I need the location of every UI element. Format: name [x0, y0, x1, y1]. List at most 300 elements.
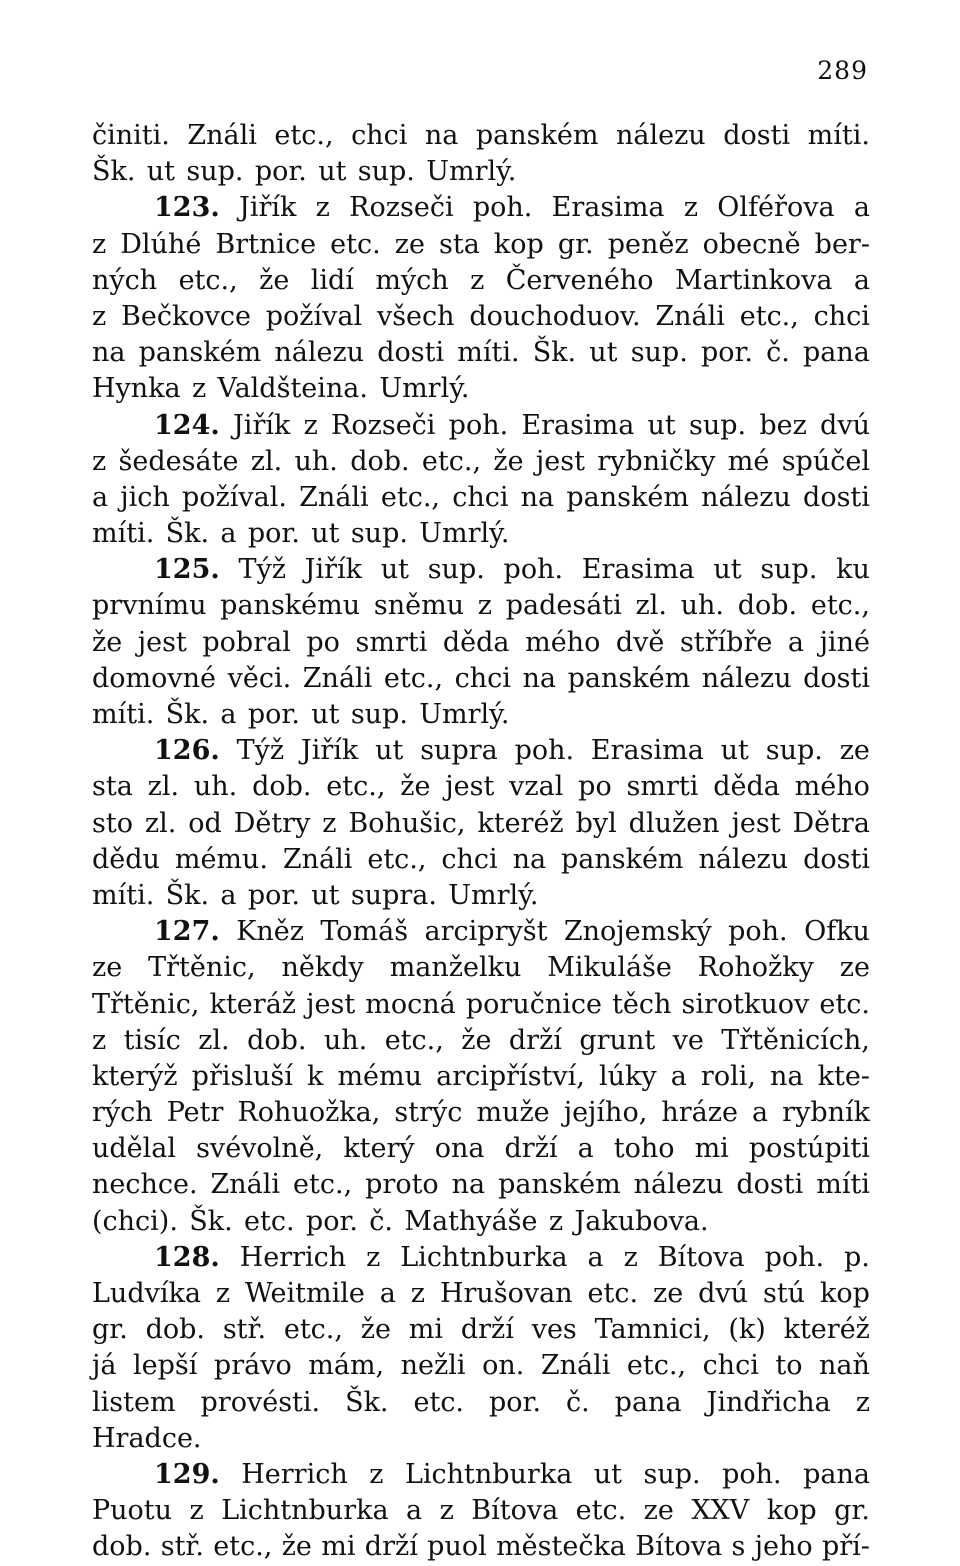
word: Umrlý.	[426, 156, 517, 188]
word: poh.	[728, 916, 788, 948]
word: on.	[482, 1350, 525, 1382]
word: ut	[311, 879, 340, 911]
word: Erasima	[551, 192, 665, 224]
text-line	[92, 227, 870, 263]
text-line	[92, 1023, 870, 1059]
word: pobral	[202, 626, 291, 658]
word: Bítova	[635, 1531, 723, 1563]
word: míti.	[807, 120, 870, 151]
word: panském	[566, 481, 689, 513]
word: Ználi	[655, 300, 725, 332]
entry-number: 123.	[154, 192, 220, 224]
word: Červeného	[505, 264, 654, 296]
word: Erasima	[590, 735, 704, 767]
word: etc.,	[421, 445, 482, 477]
word: Lichtnburka	[400, 1241, 568, 1273]
word: ze	[839, 952, 870, 984]
word: mého	[525, 626, 601, 658]
word: lepší	[133, 1350, 198, 1382]
word: Jakubova.	[574, 1205, 709, 1237]
word: prvnímu	[92, 590, 207, 622]
text-line	[92, 878, 870, 914]
word: dob.	[252, 771, 312, 803]
word: z	[191, 373, 207, 405]
word: č.	[566, 1386, 590, 1418]
word: mi	[694, 1133, 729, 1165]
entry-number: 129.	[154, 1458, 220, 1490]
word: ut	[146, 156, 176, 188]
word: to	[775, 1350, 803, 1382]
word: etc.,	[626, 1350, 687, 1382]
word: smrti	[355, 626, 428, 658]
word: etc.,	[293, 1169, 353, 1201]
word: domovné	[92, 662, 217, 694]
word: zl.	[250, 445, 283, 477]
word: ut	[311, 699, 340, 730]
word: nálezu	[633, 1169, 724, 1201]
word: ut	[647, 409, 676, 441]
word: Weitmile	[245, 1278, 365, 1309]
word: míti.	[457, 337, 520, 369]
word: Bítova	[657, 1241, 745, 1273]
word: supra	[420, 735, 498, 767]
word: na	[770, 1060, 804, 1092]
word: ze	[394, 228, 425, 260]
word: poručnice	[465, 988, 602, 1020]
text-line	[92, 335, 870, 371]
word: poh.	[503, 554, 564, 586]
word: s	[731, 1531, 746, 1563]
word: na	[520, 481, 555, 513]
word: z	[683, 192, 699, 224]
text-line	[92, 842, 870, 878]
word: kterýž	[92, 1060, 178, 1092]
word: dědu	[92, 843, 160, 875]
word: panskému	[220, 590, 361, 622]
word: Jindřicha	[706, 1386, 831, 1418]
word: z	[439, 1495, 454, 1527]
word: chci	[454, 662, 511, 694]
word: Znojemský	[563, 916, 712, 948]
word: a	[406, 1495, 423, 1527]
word: stú	[762, 1278, 806, 1309]
word: dlužen	[628, 807, 720, 839]
word: míti.	[92, 879, 155, 911]
word: nežli	[400, 1350, 466, 1382]
word: sup.	[357, 156, 415, 188]
word: na	[92, 337, 126, 369]
text-line	[92, 769, 870, 805]
word: chci	[351, 120, 408, 151]
word: sup.	[760, 554, 818, 586]
word: že	[360, 1314, 391, 1346]
word: Ofku	[804, 916, 870, 948]
word: sup.	[427, 554, 485, 586]
text-line	[92, 516, 870, 552]
word: Rozseči	[331, 409, 436, 441]
word: míti.	[92, 518, 155, 550]
word: etc.,	[274, 120, 334, 151]
text-line	[92, 371, 870, 407]
word: ut	[375, 735, 404, 767]
word: někdy	[281, 952, 364, 984]
entry-first-line	[92, 552, 870, 588]
word: mých	[375, 264, 449, 296]
text-line	[92, 806, 870, 842]
word: Lichtnburka	[404, 1458, 573, 1490]
word: etc.,	[383, 662, 444, 694]
word: požíval.	[182, 481, 287, 513]
word: jiné	[819, 626, 870, 658]
word: provésti.	[200, 1386, 321, 1418]
word: z	[322, 807, 337, 839]
word: Týž	[236, 735, 285, 767]
word: sta	[92, 771, 133, 803]
word: kteráž	[209, 988, 297, 1020]
word: pana	[803, 1458, 870, 1490]
text-line	[92, 987, 870, 1023]
word: ber-	[814, 228, 870, 260]
word: smrti	[626, 771, 699, 803]
text-line	[92, 1059, 870, 1095]
word: etc.	[330, 228, 381, 260]
word: dosti	[803, 662, 870, 694]
word: Jiřík	[304, 554, 363, 586]
word: stř.	[160, 1531, 204, 1563]
word: Tomáš	[320, 916, 409, 948]
word: etc.,	[367, 843, 427, 875]
word: proto	[365, 1169, 439, 1201]
word: Rozseči	[349, 192, 454, 224]
text-line	[92, 118, 870, 154]
word: Šk.	[165, 879, 210, 911]
word: Mathyáše	[404, 1205, 538, 1237]
word: kteréž	[477, 807, 564, 839]
word: por.	[305, 1205, 358, 1237]
word: Hynka	[92, 373, 181, 405]
word: rybničky	[597, 445, 716, 477]
word: mám,	[308, 1350, 385, 1382]
word: poh.	[514, 735, 575, 767]
word: Martinkova	[674, 264, 833, 296]
word: od	[188, 807, 222, 839]
word: kteréž	[783, 1314, 870, 1346]
word: Šk.	[345, 1386, 389, 1418]
word: Lichtnburka	[221, 1495, 389, 1527]
word: Valdšteina.	[217, 373, 368, 405]
word: gr.	[92, 1314, 128, 1346]
word: jich	[120, 481, 170, 513]
word: rybník	[782, 1097, 870, 1129]
word: na	[512, 843, 547, 875]
word: por.	[247, 879, 300, 911]
word: Dlúhé	[120, 228, 202, 260]
word: jest	[731, 807, 781, 839]
word: stř.	[222, 1314, 267, 1346]
word: č.	[369, 1205, 394, 1237]
word: Erasima	[581, 554, 695, 586]
word: mocná	[365, 988, 456, 1020]
entry-first-line	[92, 408, 870, 444]
word: poh.	[764, 1241, 825, 1273]
word: dosti	[736, 1169, 804, 1201]
entry-first-line	[92, 1457, 870, 1493]
word: a	[787, 626, 805, 658]
text-line	[92, 697, 870, 733]
word: manželku	[389, 952, 522, 984]
word: etc.,	[384, 1024, 444, 1056]
text-line	[92, 1493, 870, 1529]
word: dvú	[698, 1278, 749, 1309]
word: panském	[475, 120, 599, 151]
word: děda	[713, 771, 780, 803]
entry-number: 126.	[154, 735, 220, 767]
text-line	[92, 1276, 870, 1312]
text-line	[92, 1204, 870, 1240]
word: Ználi	[540, 1350, 611, 1382]
word: dosti	[803, 843, 870, 875]
word: dosti	[803, 481, 870, 513]
word: mému	[337, 1060, 423, 1092]
word: dob.	[92, 1531, 152, 1563]
word: dosti	[377, 337, 445, 369]
entry-number: 128.	[154, 1241, 220, 1273]
word: a	[853, 192, 870, 224]
word: mému.	[174, 843, 268, 875]
word: listem	[92, 1386, 176, 1418]
word: Ludvíka	[92, 1278, 201, 1309]
entry-number: 125.	[154, 554, 220, 586]
word: ze	[653, 1278, 684, 1309]
word: kop	[766, 1495, 817, 1527]
word: já	[92, 1350, 117, 1382]
text-line	[92, 950, 870, 986]
word: Dětry	[233, 807, 311, 839]
word: Bohušic,	[348, 807, 466, 839]
word: z	[477, 590, 492, 622]
word: požíval	[265, 300, 363, 332]
word: Kněz	[236, 916, 304, 948]
word: ze	[643, 1495, 674, 1527]
word: a	[379, 1278, 396, 1309]
word: z	[470, 264, 485, 296]
word: z	[623, 1241, 638, 1273]
word: ona	[434, 1133, 485, 1165]
word: sup.	[350, 699, 408, 730]
word: roli,	[700, 1060, 756, 1092]
word: peněz	[607, 228, 689, 260]
word: chci	[452, 481, 509, 513]
word: Ználi	[210, 1169, 281, 1201]
word: (chci).	[92, 1205, 178, 1237]
word: věci.	[227, 662, 292, 694]
word: jeho	[754, 1531, 813, 1563]
text-line	[92, 299, 870, 335]
word: ku	[836, 554, 870, 586]
word: por.	[247, 699, 300, 730]
word: dvě	[615, 626, 665, 658]
word: XXV	[691, 1495, 750, 1527]
word: že	[92, 626, 123, 658]
word: z	[92, 445, 107, 477]
word: Třtěnic,	[148, 952, 256, 984]
word: douchoduov.	[469, 300, 641, 332]
word: Umrlý.	[379, 373, 470, 405]
word: gr.	[557, 228, 594, 260]
entry-first-line	[92, 190, 870, 226]
word: etc.,	[326, 771, 386, 803]
word: Herrich	[241, 1458, 348, 1490]
word: lúky	[598, 1060, 657, 1092]
word: městečka	[496, 1531, 626, 1563]
word: panském	[560, 843, 684, 875]
word: toho	[613, 1133, 675, 1165]
text-line	[92, 480, 870, 516]
word: dob.	[247, 1024, 307, 1056]
word: pří-	[821, 1531, 870, 1563]
word: Týž	[238, 554, 286, 586]
word: byl	[575, 807, 617, 839]
word: Umrlý.	[419, 699, 510, 730]
word: Puotu	[92, 1495, 173, 1527]
word: p.	[844, 1241, 870, 1273]
word: ut	[593, 1458, 623, 1490]
entry-first-line	[92, 914, 870, 950]
word: kop	[819, 1278, 870, 1309]
word: sup.	[350, 518, 408, 550]
word: jejího,	[563, 1097, 648, 1129]
word: Petr	[166, 1097, 224, 1129]
word: dosti	[723, 120, 791, 151]
word: č.	[766, 337, 790, 369]
word: dob.	[145, 1314, 206, 1346]
word: těch	[612, 988, 672, 1020]
word: ut	[318, 156, 347, 188]
word: sto	[92, 807, 133, 839]
word: Rohuožka,	[237, 1097, 381, 1129]
word: Brtnice	[215, 228, 317, 260]
text-line	[92, 588, 870, 624]
word: nálezu	[615, 120, 706, 151]
word: Jiřík	[232, 409, 291, 441]
word: na	[424, 120, 459, 151]
word: etc.,	[380, 481, 441, 513]
word: strýc	[394, 1097, 463, 1129]
word: jest	[306, 988, 356, 1020]
text-line	[92, 1421, 870, 1457]
word: sirotkuov	[681, 988, 810, 1020]
word: Rohožky	[697, 952, 814, 984]
word: který	[343, 1133, 415, 1165]
word: že	[493, 445, 524, 477]
word: zl.	[144, 807, 177, 839]
word: a	[670, 1060, 687, 1092]
word: supra.	[350, 879, 437, 911]
entry-first-line	[92, 733, 870, 769]
word: grunt	[579, 1024, 656, 1056]
word: etc.	[587, 1278, 639, 1309]
word: Ználi	[282, 843, 353, 875]
word: hráze	[661, 1097, 738, 1129]
text-line	[92, 1167, 870, 1203]
word: rých	[92, 1097, 153, 1129]
word: Mikuláše	[547, 952, 672, 984]
word: ných	[92, 264, 158, 296]
word: z	[369, 1458, 384, 1490]
word: a	[220, 518, 237, 550]
text-line	[92, 263, 870, 299]
word: etc.	[244, 1205, 295, 1237]
word: z	[92, 300, 107, 332]
word: Ználi	[302, 662, 373, 694]
word: Šk.	[189, 1205, 233, 1237]
word: sta	[439, 228, 480, 260]
word: ut	[720, 735, 749, 767]
word: k	[306, 1060, 324, 1092]
word: zl.	[198, 1024, 230, 1056]
word: z	[92, 228, 107, 260]
text-line	[92, 1348, 870, 1384]
word: z	[366, 1241, 381, 1273]
word: Šk.	[165, 699, 210, 730]
word: drží	[504, 1133, 558, 1165]
word: z	[303, 409, 318, 441]
word: ut	[589, 337, 618, 369]
word: drží	[364, 1531, 418, 1563]
word: postúpiti	[748, 1133, 870, 1165]
word: jest	[535, 445, 585, 477]
word: po	[306, 626, 340, 658]
word: naň	[819, 1350, 870, 1382]
word: Herrich	[239, 1241, 347, 1273]
word: uh.	[680, 590, 725, 622]
word: kte-	[817, 1060, 870, 1092]
word: právo	[213, 1350, 292, 1382]
document-body	[92, 118, 870, 1566]
word: děda	[442, 626, 510, 658]
word: šedesáte	[118, 445, 239, 477]
word: Umrlý.	[419, 518, 510, 550]
word: gr.	[834, 1495, 870, 1527]
word: ut	[380, 554, 409, 586]
word: a	[92, 481, 109, 513]
word: sup.	[186, 156, 244, 188]
word: mé	[727, 445, 770, 477]
word: Třtěnicích,	[721, 1024, 870, 1056]
word: a	[220, 879, 237, 911]
word: nálezu	[274, 337, 365, 369]
word: ze	[839, 735, 870, 767]
word: mého	[794, 771, 870, 803]
word: Ználi	[187, 120, 257, 151]
word: Hradce.	[92, 1422, 202, 1454]
word: Šk.	[165, 518, 210, 550]
word: činiti.	[92, 120, 170, 151]
word: Ználi	[299, 481, 369, 513]
word: nálezu	[701, 481, 791, 513]
word: chci	[441, 843, 498, 875]
word: dob.	[350, 445, 410, 477]
word: muže	[476, 1097, 550, 1129]
word: obecně	[702, 228, 801, 260]
word: sup.	[688, 409, 747, 441]
word: přisluší	[191, 1060, 293, 1092]
word: z	[410, 1278, 426, 1309]
text-line	[92, 625, 870, 661]
word: na	[522, 662, 557, 694]
word: tisíc	[123, 1024, 181, 1056]
word: etc.,	[178, 264, 238, 296]
